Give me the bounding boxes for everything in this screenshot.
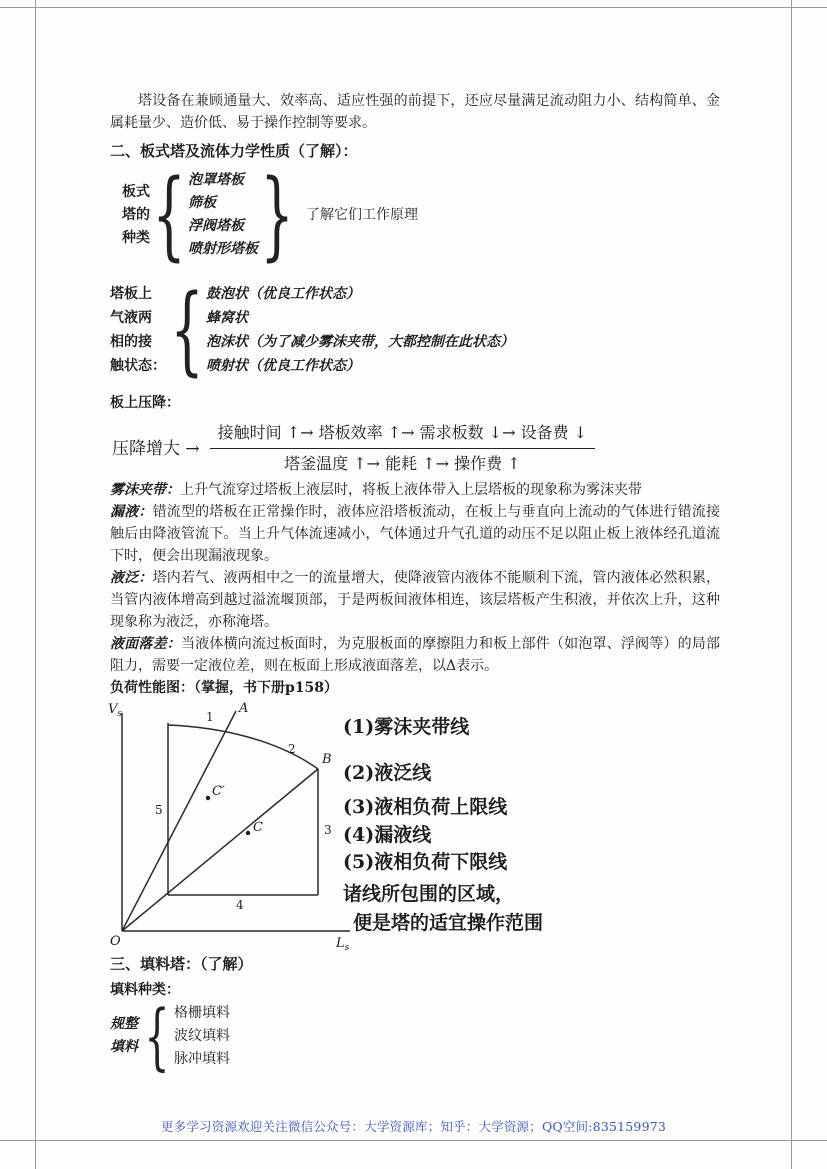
plate-types-group bbox=[122, 159, 720, 271]
packing-types-group bbox=[110, 994, 720, 1078]
packing-items bbox=[174, 1002, 230, 1071]
contact-state-item: 蜂窝状 bbox=[206, 310, 248, 326]
x-axis-label: $L_s$ bbox=[336, 936, 350, 951]
legend-line: 便是塔的适宜操作范围 bbox=[353, 912, 544, 934]
plate-type-item: 筛板 bbox=[188, 195, 216, 211]
point-c-label: C bbox=[253, 820, 263, 835]
footer-note: 更多学习资源欢迎关注微信公众号：大学资源库；知乎：大学资源；QQ空间:835159973 bbox=[160, 1119, 667, 1134]
contact-states-label-line: 气液两 bbox=[110, 310, 152, 326]
open-brace: { bbox=[152, 159, 186, 271]
plate-types-items bbox=[188, 169, 258, 261]
contact-states-items bbox=[206, 282, 514, 378]
legend-line: (4)漏液线 bbox=[343, 824, 432, 846]
formula-denominator: 塔釜温度 ↑→ 能耗 ↑→ 操作费 ↑ bbox=[284, 454, 521, 473]
open-brace: { bbox=[170, 274, 204, 386]
open-brace: { bbox=[144, 994, 170, 1078]
point-a-label: A bbox=[239, 701, 249, 716]
contact-states-label-line: 触状态： bbox=[110, 358, 166, 374]
definition-text: 上升气流穿过塔板上液层时，将板上液体带入上层塔板的现象称为雾沫夹带 bbox=[180, 482, 642, 498]
definition-weeping bbox=[110, 501, 720, 567]
point-c-prime-label: C′ bbox=[212, 784, 225, 799]
plate-types-label bbox=[122, 181, 150, 250]
packing-item: 波纹填料 bbox=[174, 1027, 230, 1044]
load-performance-diagram bbox=[110, 701, 720, 951]
definitions bbox=[110, 479, 720, 677]
contact-states-label bbox=[110, 282, 166, 378]
legend-line: (2)液泛线 bbox=[343, 762, 432, 784]
definition-text: 塔内若气、液两相中之一的流量增大，使降液管内液体不能顺利下流，管内液体必然积累，当管内液体增高到越过溢流堰顶部，于是两板间液体相连，该层塔板产生积液，并依次上升，这种现象称为液泛，亦称淹塔。 bbox=[110, 570, 721, 630]
contact-states-label-line: 相的接 bbox=[110, 334, 152, 350]
definition-text: 错流型的塔板在正常操作时，液体应沿塔板流动，在板上与垂直向上流动的气体进行错流接触后由降液管流下。当上升气体流速减小，气体通过升气孔道的动压不足以阻止板上液体经孔道流下时，便会出现漏液现象。 bbox=[110, 504, 721, 564]
formula-fraction bbox=[210, 422, 595, 475]
formula-numerator: 接触时间 ↑→ 塔板效率 ↑→ 需求板数 ↓→ 设备费 ↓ bbox=[210, 422, 595, 449]
contact-state-item: 喷射状（优良工作状态） bbox=[206, 358, 360, 374]
crop-mark-left bbox=[35, 0, 36, 1169]
packing-label-line: 规整 bbox=[110, 1016, 138, 1032]
crop-mark-top bbox=[0, 7, 827, 8]
contact-state-item: 鼓泡状（优良工作状态） bbox=[206, 286, 360, 302]
line-1-label: 1 bbox=[206, 710, 214, 724]
packing-label bbox=[110, 1013, 138, 1059]
intro-paragraph: 塔设备在兼顾通量大、效率高、适应性强的前提下，还应尽量满足流动阻力小、结构简单、金属耗量少、造价低、易于操作控制等要求。 bbox=[110, 93, 720, 131]
origin-label: O bbox=[110, 934, 121, 949]
plate-type-item: 泡罩塔板 bbox=[188, 172, 244, 188]
load-diagram-heading: 负荷性能图：（掌握，书下册p158） bbox=[110, 680, 339, 696]
packing-types-heading: 填料种类： bbox=[110, 982, 180, 998]
legend-line: (1)雾沫夹带线 bbox=[343, 716, 470, 738]
plate-type-item: 喷射形塔板 bbox=[188, 241, 258, 257]
formula-lead: 压降增大 → bbox=[112, 438, 200, 459]
plate-types-label-line: 板式 bbox=[122, 183, 150, 200]
crop-mark-bottom bbox=[0, 1140, 827, 1141]
line-5-label: 5 bbox=[155, 803, 163, 817]
definition-text: 当液体横向流过板面时，为克服板面的摩擦阻力和板上部件（如泡罩、浮阀等）的局部阻力，需要一定液位差，则在板面上形成液面落差，以Δ表示。 bbox=[110, 636, 720, 674]
section-2-heading: 二、板式塔及流体力学性质（了解）： bbox=[110, 142, 358, 160]
section-3-heading: 三、填料塔：（了解） bbox=[110, 955, 253, 973]
packing-item: 格栅填料 bbox=[174, 1004, 230, 1021]
line-4-label: 4 bbox=[236, 898, 244, 912]
contact-states-group bbox=[110, 274, 720, 386]
packing-label-line: 填料 bbox=[110, 1039, 138, 1055]
definition-term: 液面落差： bbox=[110, 636, 181, 652]
plate-types-note: 了解它们工作原理 bbox=[306, 207, 418, 223]
definition-flooding bbox=[110, 567, 720, 633]
pressure-drop-heading: 板上压降： bbox=[110, 395, 180, 411]
line-2-label: 2 bbox=[288, 742, 296, 756]
legend-line: (3)液相负荷上限线 bbox=[343, 796, 508, 818]
contact-state-item: 泡沫状（为了减少雾沫夹带，大都控制在此状态） bbox=[206, 334, 514, 350]
pressure-drop-formula bbox=[112, 422, 720, 475]
document-content bbox=[108, 90, 721, 1078]
point-b-label: B bbox=[322, 752, 332, 767]
definition-term: 漏液： bbox=[110, 504, 153, 520]
plate-types-label-line: 种类 bbox=[122, 229, 150, 246]
definition-gradient bbox=[110, 633, 720, 677]
line-3-label: 3 bbox=[324, 823, 332, 837]
definition-term: 液泛： bbox=[110, 570, 153, 586]
close-brace: } bbox=[260, 159, 294, 271]
crop-mark-right bbox=[791, 0, 792, 1169]
definition-entrainment bbox=[110, 479, 720, 501]
packing-item: 脉冲填料 bbox=[174, 1050, 230, 1067]
contact-states-label-line: 塔板上 bbox=[110, 286, 152, 302]
legend-line: 诸线所包围的区域， bbox=[343, 883, 515, 905]
y-axis-label: $V_s$ bbox=[108, 702, 123, 719]
definition-term: 雾沫夹带： bbox=[110, 482, 180, 498]
plate-type-item: 浮阀塔板 bbox=[188, 218, 244, 234]
plate-types-label-line: 塔的 bbox=[122, 206, 150, 223]
legend-line: (5)液相负荷下限线 bbox=[343, 851, 508, 873]
